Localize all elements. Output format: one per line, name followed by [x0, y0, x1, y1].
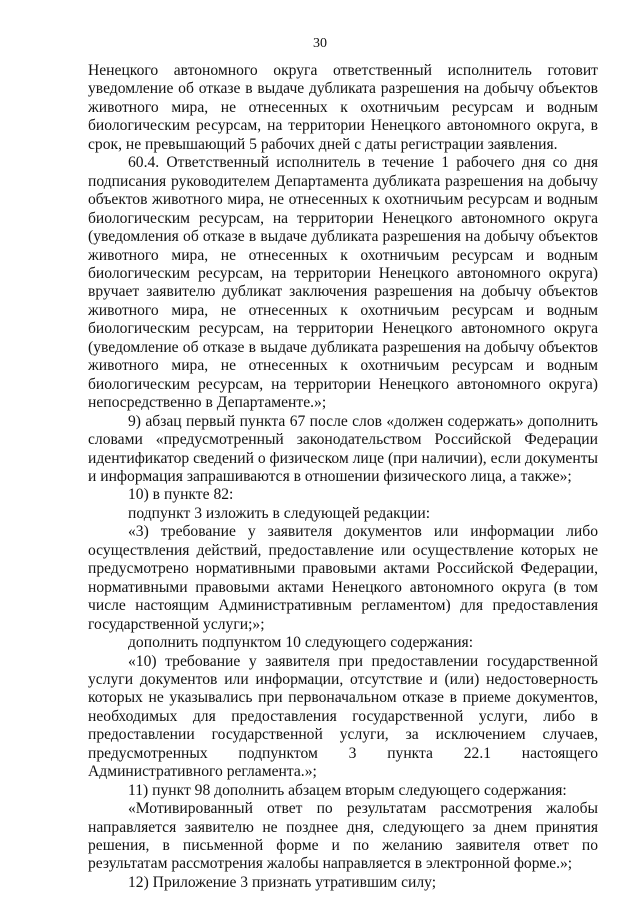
- paragraph-item-11: 11) пункт 98 дополнить абзацем вторым следующего содержания:: [128, 781, 567, 799]
- paragraph-60-4: 60.4. Ответственный исполнитель в течение 1 рабочего дня со дня подписания руководителем Департамента дубликата разрешения на добычу объектов животного мира, не отнесенных к охотничьим ресурсам и водным биологическим ресурсам, на территории Ненецкого автономного округа (уведомления об отказе в выдаче дубликата разрешения на добычу объектов животного мира, не отнесенных к охотничьим ресурсам и водным биологическим ресурсам, на территории Ненецкого автономного округа) вручает заявителю дубликат заключения разрешения на добычу объектов животного мира, не отнесенных к охотничьим ресурсам и водным биологическим ресурсам, на территории Ненецкого автономного округа (уведомление об отказе в выдаче дубликата разрешения на добычу объектов животного мира, не отнесенных к охотничьим ресурсам и водным биологическим ресурсам, на территории Ненецкого автономного округа) непосредственно в Департаменте.»;: [88, 154, 598, 412]
- paragraph-item-9: 9) абзац первый пункта 67 после слов «должен содержать» дополнить словами «предусмотренный законодательством Российской Федерации идентификатор сведений о физическом лице (при наличии), если документы и информация запрашиваются в отношении физического лица, а также»;: [88, 412, 598, 485]
- paragraph-item-11-text: «Мотивированный ответ по результатам рассмотрения жалобы направляется заявителю не позднее дня, следующего за днем принятия решения, в письменной форме и по желанию заявителя ответ по результатам рассмотрения жалобы направляется в электронной форме.»;: [88, 800, 598, 873]
- paragraph-subitem-10-text: «10) требование у заявителя при предоставлении государственной услуги документов или информации, отсутствие и (или) недостоверность которых не указывались при первоначальном отказе в приеме документов, необходимых для предоставления государственной услуги, либо в предоставлении государственной услуги, за исключением случаев, предусмотренных подпунктом 3 пункта 22.1 настоящего Административного регламента.»;: [88, 652, 598, 781]
- paragraph-item-12: 12) Приложение 3 признать утратившим силу;: [128, 873, 437, 891]
- paragraph-item-10: 10) в пункте 82:: [128, 486, 234, 504]
- page-number: 30: [313, 36, 327, 51]
- document-body: [88, 62, 598, 892]
- paragraph-intro: Ненецкого автономного округа ответственный исполнитель готовит уведомление об отказе в выдаче дубликата разрешения на добычу объектов животного мира, не отнесенных к охотничьим ресурсам и водным биологическим ресурсам, на территории Ненецкого автономного округа, в срок, не превышающий 5 рабочих дней с даты регистрации заявления.: [88, 62, 598, 153]
- paragraph-subitem-10-intro: дополнить подпунктом 10 следующего содержания:: [128, 634, 474, 652]
- paragraph-subitem-3-intro: подпункт 3 изложить в следующей редакции:: [128, 504, 431, 522]
- paragraph-subitem-3-text: «3) требование у заявителя документов или информации либо осуществления действий, предоставление или осуществление которых не предусмотрено нормативными правовыми актами Российской Федерации, нормативными правовыми актами Ненецкого автономного округа (в том числе настоящим Административным регламентом) для предоставления государственной услуги;»;: [88, 523, 598, 633]
